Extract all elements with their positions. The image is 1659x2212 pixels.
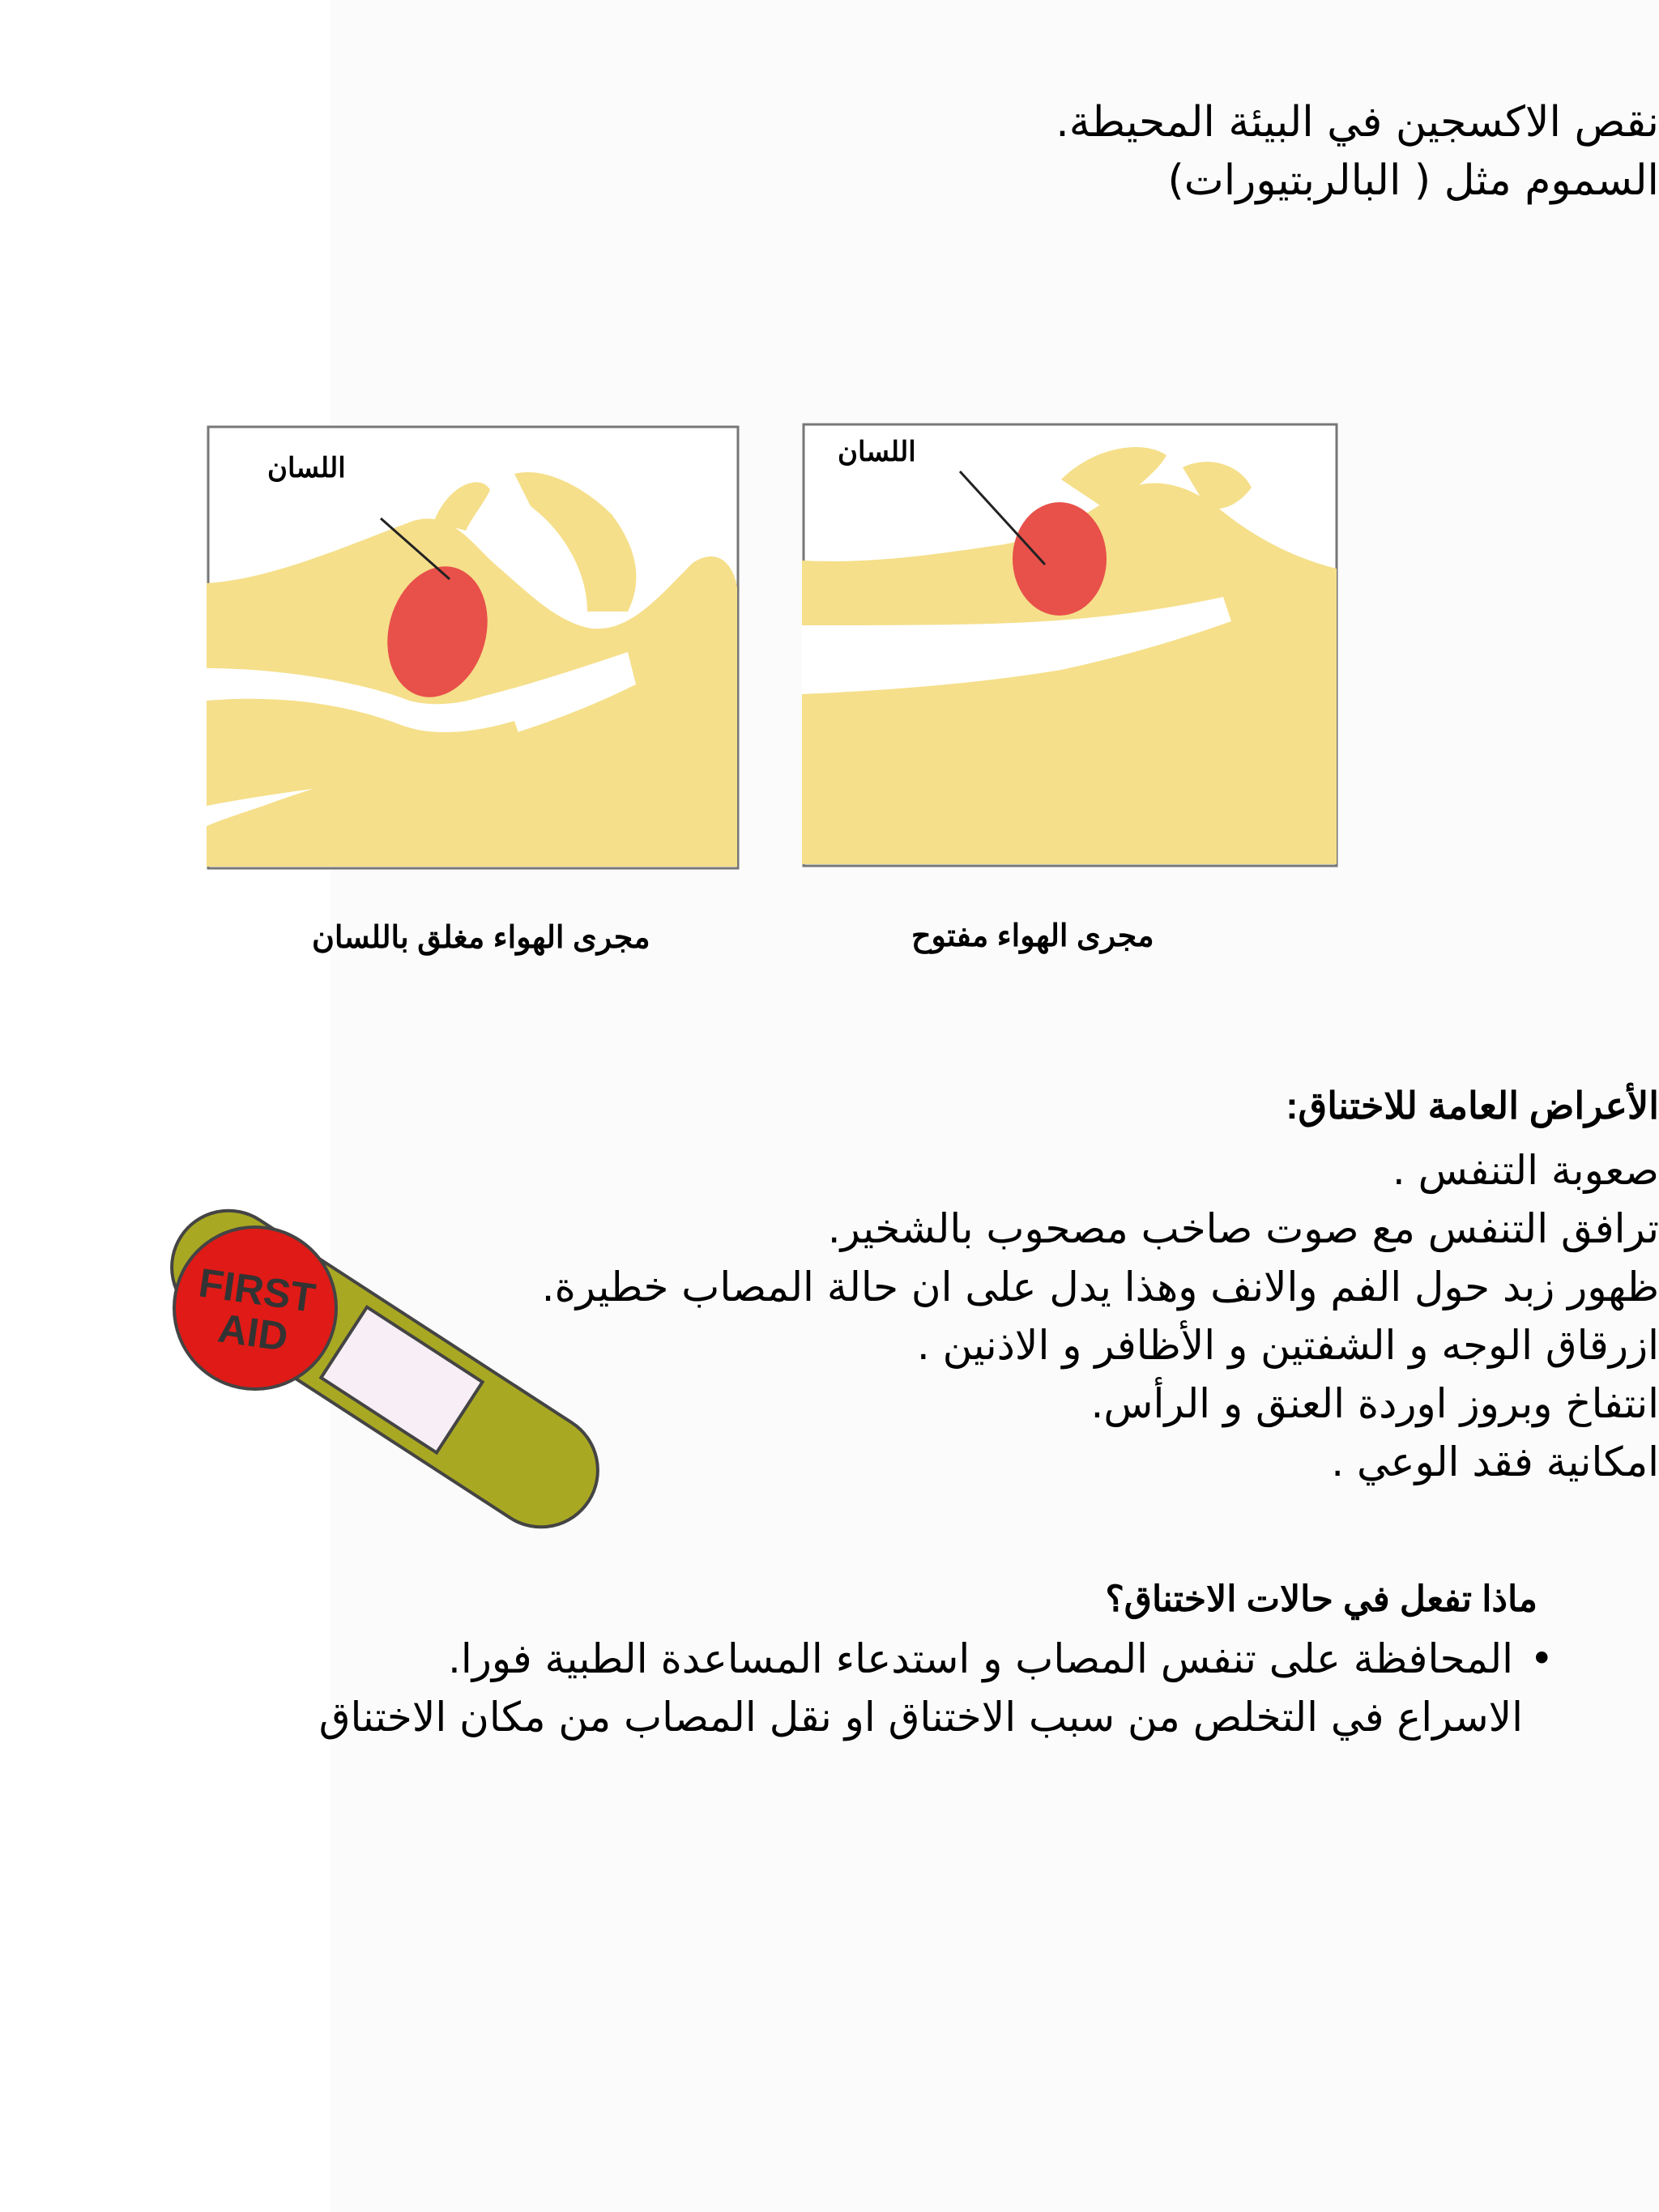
badge-aid: AID xyxy=(215,1305,291,1360)
airway-blocked-illustration xyxy=(207,425,741,871)
symptom-item: ترافق التنفس مع صوت صاخب مصحوب بالشخير. xyxy=(827,1205,1659,1252)
cause-poisons: السموم مثل ( البالربتيورات) xyxy=(1167,156,1659,205)
symptom-item: امكانية فقد الوعي . xyxy=(1331,1438,1659,1485)
symptom-item: ازرقاق الوجه و الشفتين و الأظافر و الاذنين . xyxy=(916,1322,1659,1369)
caption-airway-open: مجرى الهواء مفتوح xyxy=(911,919,1154,953)
symptom-item: انتفاخ وبروز اوردة العنق و الرأس. xyxy=(1090,1380,1659,1427)
cause-oxygen: نقص الاكسجين في البيئة المحيطة. xyxy=(1056,98,1659,147)
badge-first: FIRST xyxy=(195,1259,318,1321)
action-item-1: المحافظة على تنفس المصاب و استدعاء المساعدة الطبية فورا. xyxy=(448,1635,1513,1682)
tongue-label-left: اللسان xyxy=(267,453,346,484)
caption-airway-blocked: مجرى الهواء مغلق باللسان xyxy=(312,921,650,955)
actions-heading: ماذا تفعل في حالات الاختناق؟ xyxy=(1105,1579,1537,1619)
symptom-item: صعوبة التنفس . xyxy=(1392,1147,1659,1194)
symptom-item: ظهور زبد حول الفم والانف وهذا يدل على ان حالة المصاب خطيرة. xyxy=(541,1264,1659,1311)
symptoms-heading: الأعراض العامة للاختناق: xyxy=(1286,1085,1659,1127)
bullet: • xyxy=(1529,1635,1554,1682)
action-item-2: الاسراع في التخلص من سبب الاختناق او نقل المصاب من مكان الاختناق xyxy=(318,1694,1523,1741)
first-aid-bandage-icon xyxy=(150,1191,620,1547)
airway-open-illustration xyxy=(802,423,1341,868)
tongue-label-right: اللسان xyxy=(838,437,916,467)
